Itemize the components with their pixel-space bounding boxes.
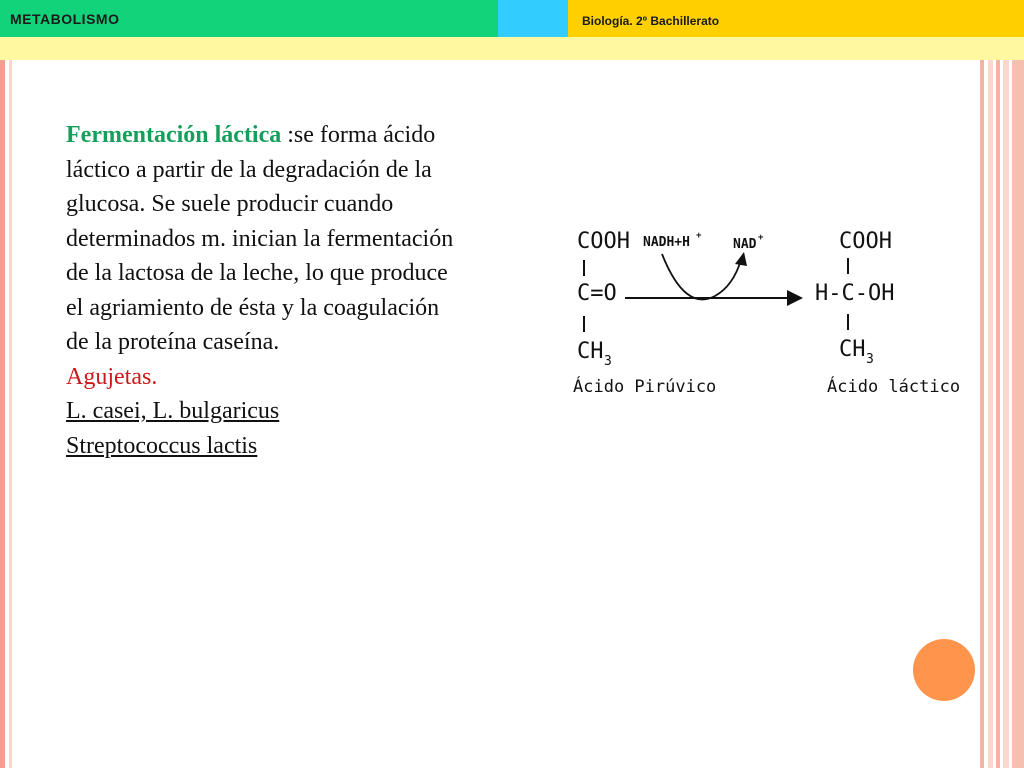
right-border-stripe (988, 60, 993, 768)
term-heading: Fermentación láctica (66, 122, 282, 148)
cofactor-curve-arrow (662, 254, 741, 299)
right-border-stripe (980, 60, 984, 768)
nad-superscript: + (758, 233, 764, 243)
agujetas-text: Agujetas. (66, 363, 158, 390)
header-bar-pale (0, 37, 1024, 60)
nadh-superscript: + (696, 231, 702, 241)
curve-arrowhead (735, 252, 747, 266)
lactate-bottom: CH (839, 337, 866, 362)
course-label: Biología. 2º Bachillerato (582, 14, 720, 28)
reaction-arrowhead (787, 290, 803, 306)
header-bar-cyan (498, 0, 568, 37)
right-border-stripe (1003, 60, 1009, 768)
lactate-middle: H-C-OH (815, 281, 895, 306)
lactate-top: COOH (839, 229, 892, 254)
pyruvate-middle: C=O (577, 281, 617, 306)
pyruvate-label: Ácido Pirúvico (573, 377, 717, 397)
right-border-stripe (996, 60, 1000, 768)
lactate-label: Ácido láctico (827, 377, 961, 397)
left-border-stripe-light (9, 60, 12, 768)
nadh-label: NADH+H (643, 235, 690, 250)
reaction-diagram (565, 220, 975, 405)
pyruvate-bottom: CH (577, 339, 604, 364)
species-line-2: Streptococcus lactis (66, 432, 258, 459)
lactate-subscript: 3 (866, 352, 874, 367)
pyruvate-subscript: 3 (604, 354, 612, 369)
definition-text: :se forma ácido láctico a partir de la degradación de la glucosa. Se suele producir cuando determinados m. inician la fermentación de la lactosa de la leche, lo que produce el agriamiento de ésta y la coagulación de la proteína caseína. (66, 122, 454, 355)
species-line-1: L. casei, L. bulgaricus (66, 398, 280, 424)
pyruvate-top: COOH (577, 229, 630, 254)
left-border-stripe (0, 60, 5, 768)
nad-label: NAD (733, 237, 757, 252)
slide-title: METABOLISMO (10, 11, 120, 27)
decorative-circle (913, 639, 975, 701)
definition-paragraph (66, 118, 466, 360)
slide-body (66, 118, 466, 463)
right-border-stripe (1012, 60, 1024, 768)
